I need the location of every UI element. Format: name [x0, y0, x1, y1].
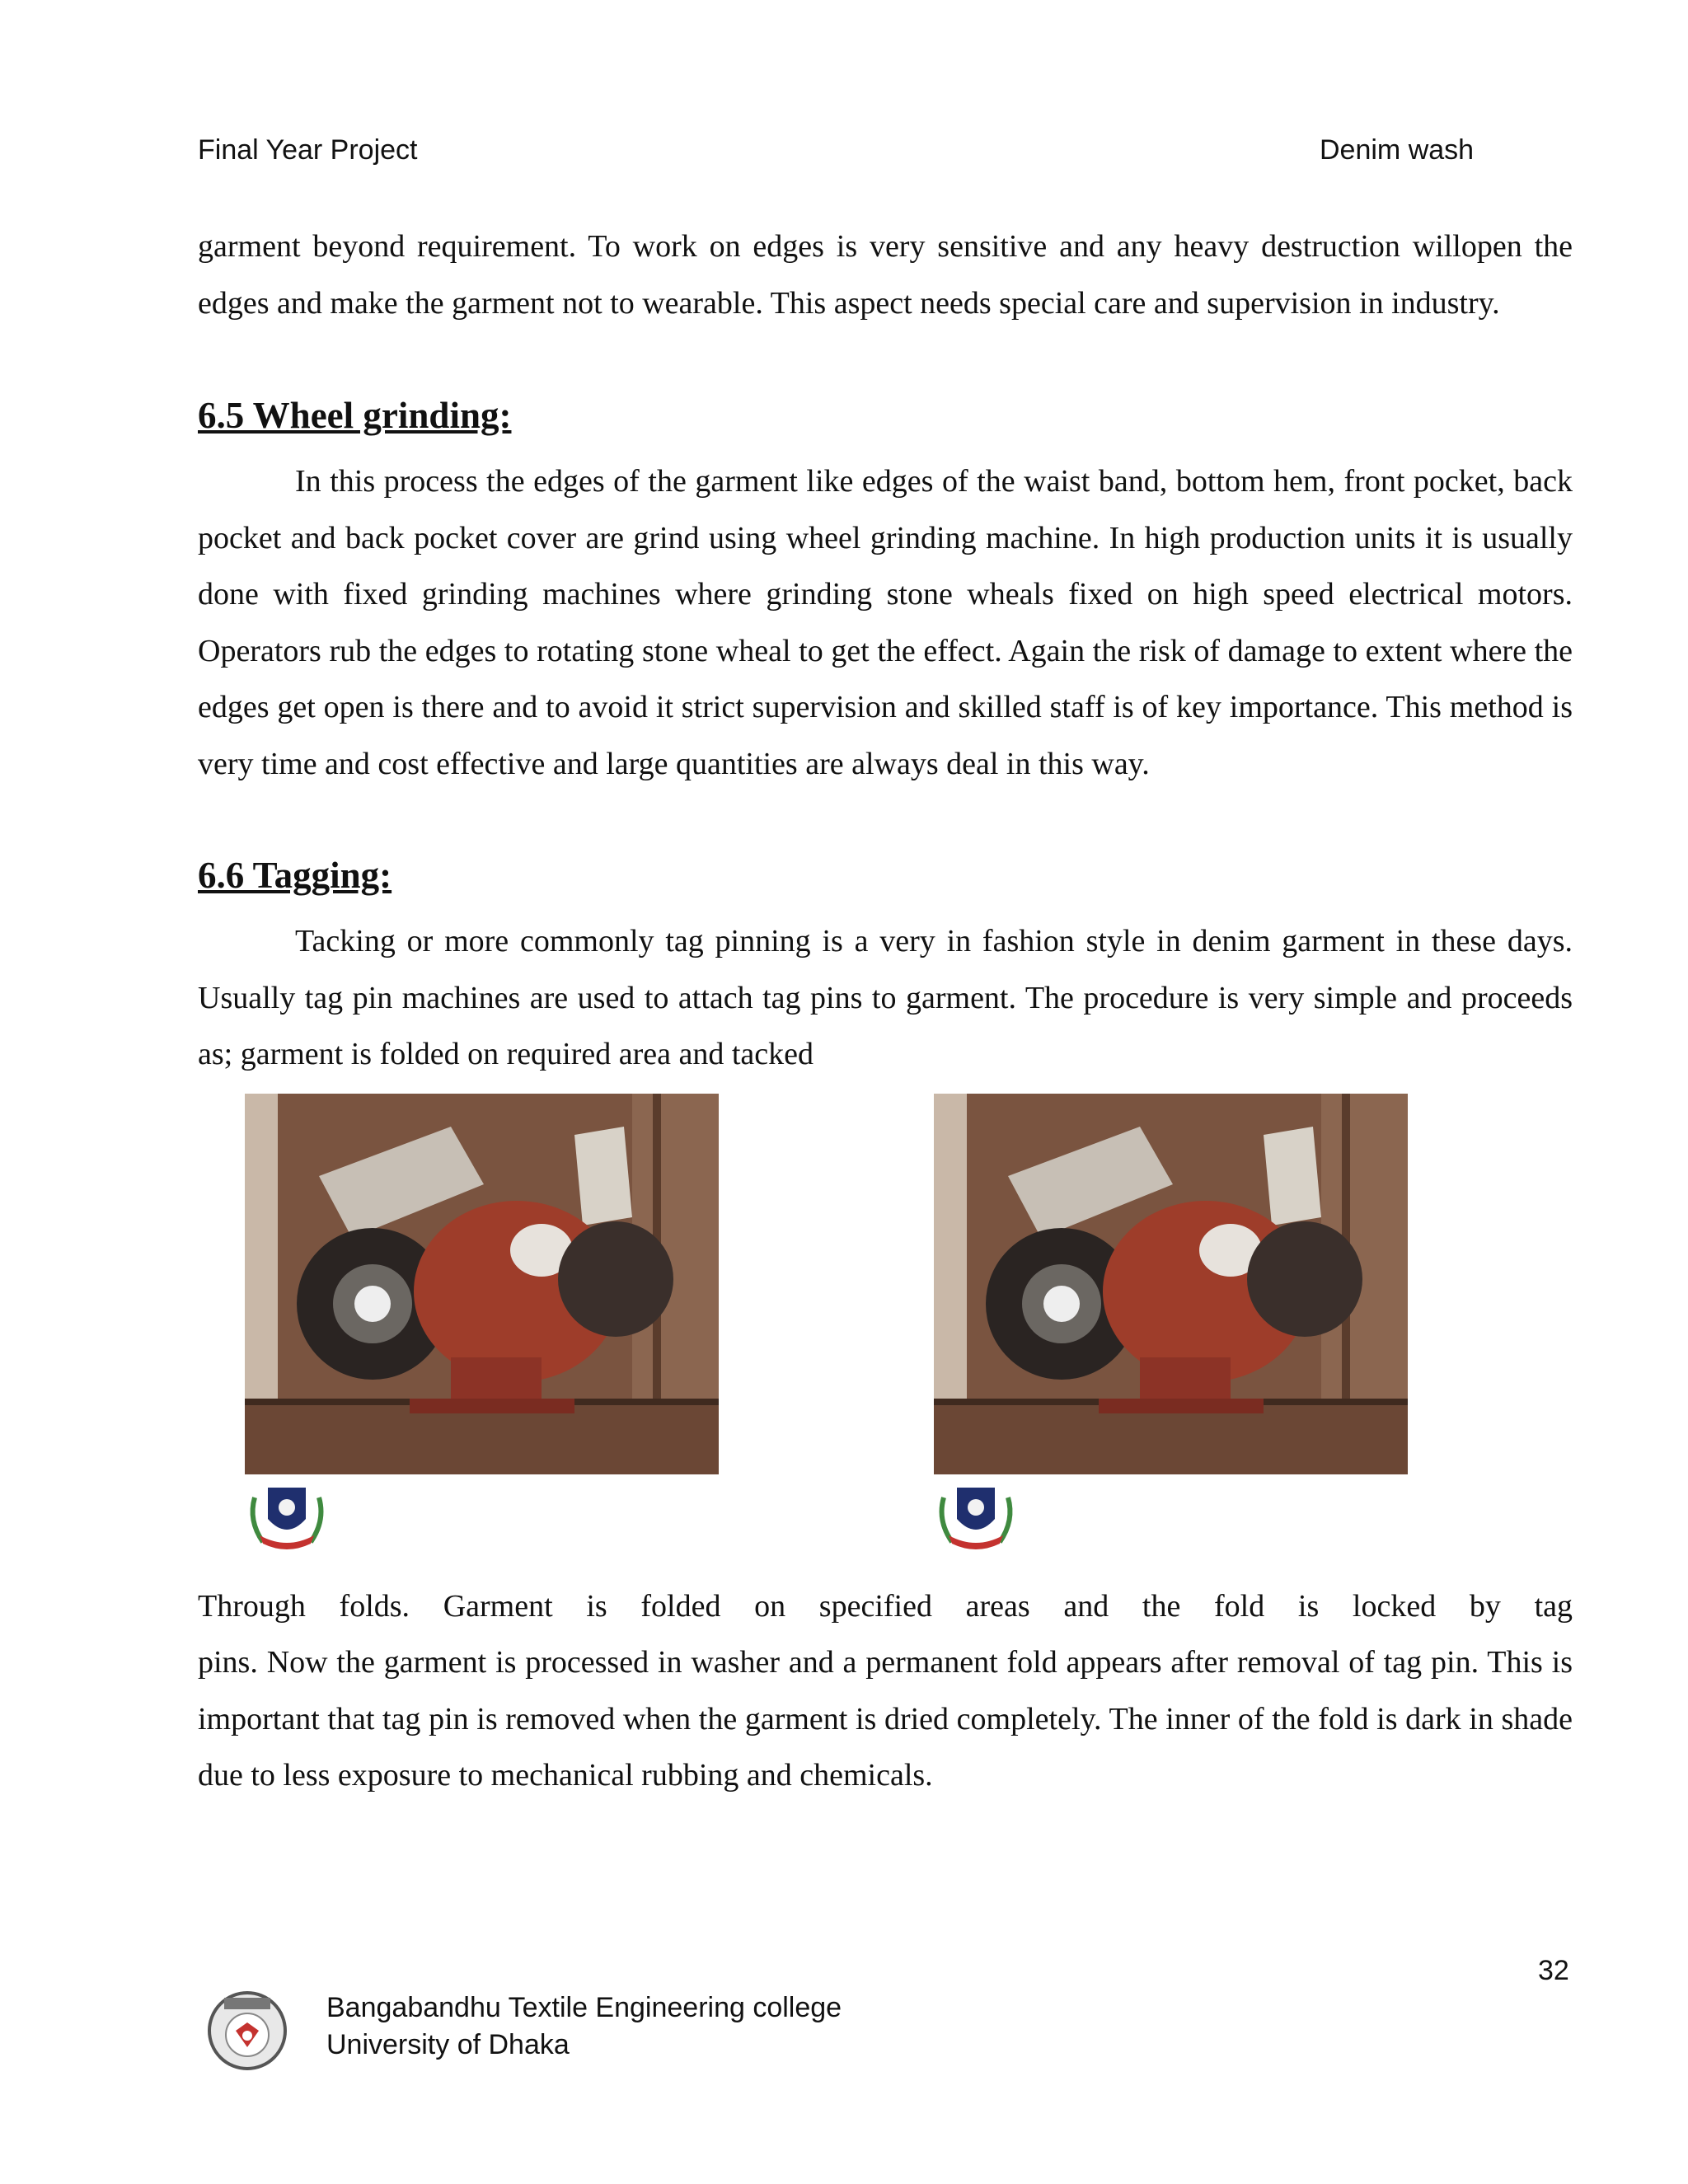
page-header-left: Final Year Project — [198, 134, 418, 166]
after-images-paragraph: pins. Now the garment is processed in washer and a permanent fold appears after removal of tag pin. This is important that tag pin is removed when the garment is dried completely. The inner of the fold is dark in shade due to less exposure to mechanical rubbing and chemicals. — [198, 1645, 1573, 1793]
figure-right — [934, 1094, 1408, 1474]
wheel-grinding-paragraph: In this process the edges of the garment like edges of the waist band, bottom hem, front pocket, back pocket and back pocket cover are grind using wheel grinding machine. In high production units it is usually done with fixed grinding machines where grinding stone wheals fixed on high speed electrical motors. Operators rub the edges to rotating stone wheal to get the effect. Again the risk of damage to extent where the edges get open is there and to avoid it strict supervision and skilled staff is of key importance. This method is very time and cost effective and large quantities are always deal in this way. — [198, 464, 1573, 781]
footer-university: University of Dhaka — [326, 2029, 570, 2060]
page-number: 32 — [1538, 1955, 1569, 1986]
tagging-paragraph: Tacking or more commonly tag pinning is a very in fashion style in denim garment in these days. Usually tag pin machines are used to attach tag pins to garment. The procedure is very simple and proceeds as; garment is folded on required area and tacked — [198, 924, 1573, 1071]
intro-paragraph: garment beyond requirement. To work on edges is very sensitive and any heavy destruction willopen the edges and make the garment not to wearable. This aspect needs special care and supervision in industry. — [198, 229, 1573, 321]
bench-grinder-photo — [934, 1094, 1408, 1474]
section-heading-tagging: 6.6 Tagging: — [198, 855, 392, 896]
bench-grinder-photo — [245, 1094, 719, 1474]
college-seal-icon — [206, 1990, 288, 2072]
figure-left — [245, 1094, 719, 1474]
footer-institution: Bangabandhu Textile Engineering college — [326, 1992, 842, 2023]
college-emblem-icon — [934, 1481, 1018, 1550]
college-emblem-icon — [245, 1481, 329, 1550]
through-folds-line: Through folds. Garment is folded on specified areas and the fold is locked by tag — [198, 1589, 1573, 1624]
section-heading-wheel-grinding: 6.5 Wheel grinding: — [198, 395, 512, 436]
page-header-right: Denim wash — [1320, 134, 1475, 166]
